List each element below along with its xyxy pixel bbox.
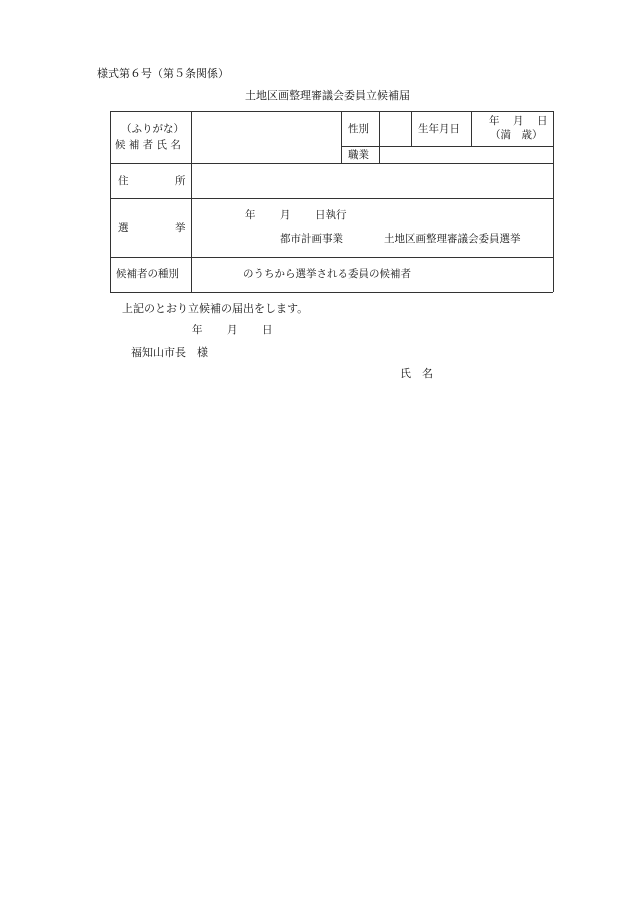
submit-day-label: 日: [262, 324, 273, 336]
birth-day-label: 日: [537, 115, 548, 127]
declaration-text: 上記のとおり立候補の届出をします。: [122, 302, 309, 315]
signature-label: 氏 名: [400, 367, 433, 380]
age-label: （満 歳）: [490, 129, 543, 141]
table-border-left: [110, 111, 111, 292]
furigana-label: （ふりがな）: [121, 123, 184, 135]
submit-month-label: 月: [227, 324, 238, 336]
table-border-right: [553, 111, 554, 292]
table-rule-election: [110, 257, 553, 258]
birthdate-label: 生年月日: [418, 123, 460, 135]
election-name-label: 土地区画整理審議会委員選挙: [384, 233, 521, 245]
election-held-label: 日執行: [315, 209, 347, 221]
occupation-label: 職業: [348, 149, 369, 161]
table-rule-birth-label: [411, 111, 412, 146]
candidate-type-label: 候補者の種別: [116, 268, 179, 280]
addressee: 福知山市長 様: [131, 346, 208, 359]
address-label-second: 所: [175, 175, 186, 187]
election-label-second: 挙: [175, 222, 186, 234]
table-rule-label-column: [191, 111, 192, 292]
candidate-name-label: 候 補 者 氏 名: [115, 139, 181, 151]
election-month-label: 月: [280, 209, 291, 221]
election-year-label: 年: [245, 209, 256, 221]
birth-year-label: 年: [489, 115, 500, 127]
table-border-top: [110, 111, 553, 112]
address-label-first: 住: [118, 175, 129, 187]
birth-month-label: 月: [513, 115, 524, 127]
election-project-label: 都市計画事業: [280, 233, 343, 245]
table-rule-sex-value: [379, 111, 380, 163]
form-title: 土地区画整理審議会委員立候補届: [245, 89, 410, 102]
table-rule-address: [110, 198, 553, 199]
table-rule-occupation: [341, 146, 553, 147]
table-border-bottom: [110, 292, 553, 293]
form-number: 様式第６号（第５条関係）: [97, 67, 229, 80]
candidate-type-text: のうちから選挙される委員の候補者: [243, 268, 411, 280]
table-rule-birth-value: [471, 111, 472, 146]
submit-year-label: 年: [192, 324, 203, 336]
table-rule-sex-label: [341, 111, 342, 163]
election-label-first: 選: [118, 222, 129, 234]
table-rule-name: [110, 163, 553, 164]
sex-label: 性別: [348, 123, 369, 135]
